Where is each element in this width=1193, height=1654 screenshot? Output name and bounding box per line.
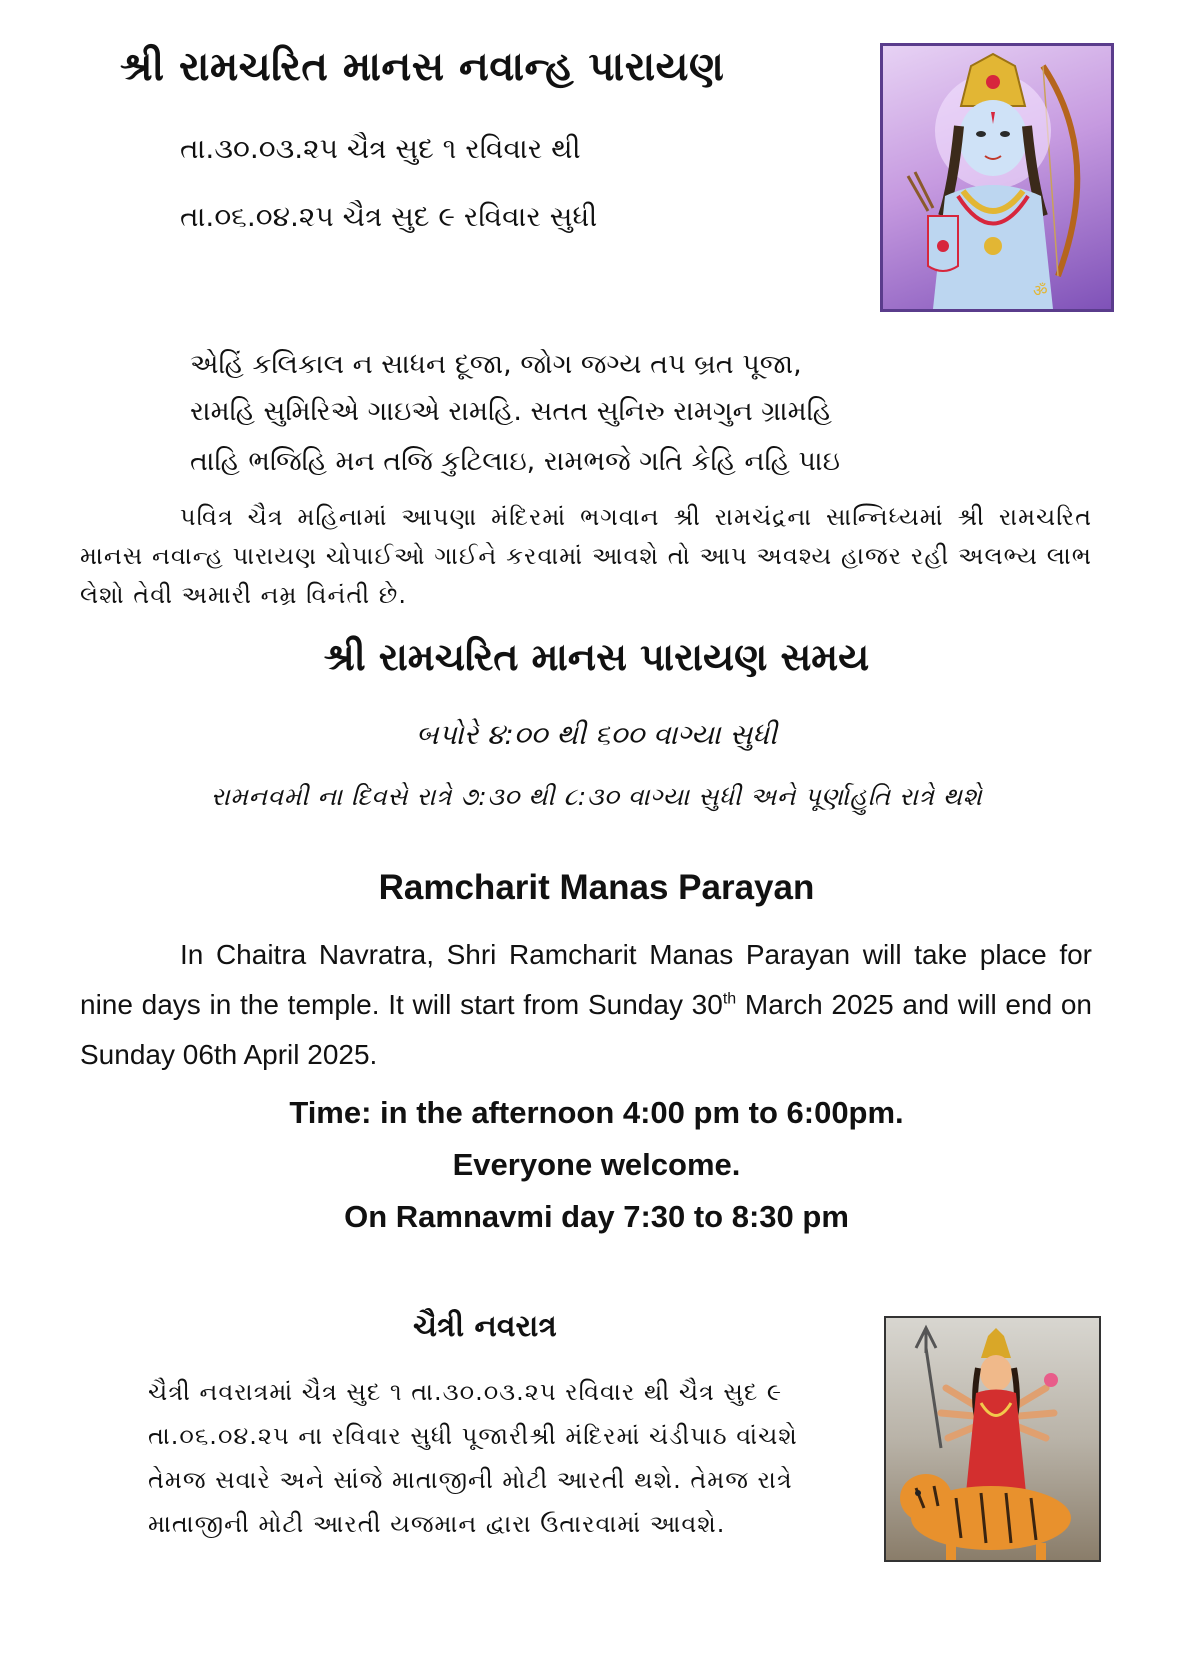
afternoon-timing-gu: બપોરે ૪:૦૦ થી ૬૦૦ વાગ્યા સુધી bbox=[415, 718, 777, 751]
gujarati-invitation-paragraph: પવિત્ર ચૈત્ર મહિનામાં આપણા મંદિરમાં ભગવાન શ્રી રામચંદ્રના સાન્નિધ્યમાં શ્રી રામચરિત માનસ નવાન્હ પારાયણ ચોપાઈઓ ગાઈને કરવામાં આવશે તો આપ અવશ્ય હાજર રહી અલભ્ય લાભ લેશો તેવી અમારી નમ્ર વિનંતી છે. bbox=[80, 503, 1092, 609]
english-time-line: Time: in the afternoon 4:00 pm to 6:00pm. bbox=[289, 1095, 904, 1130]
verse-line-2: રામહિ સુમિરિએ ગાઇએ રામહિ. સતત સુનિરુ રામગુન ગ્રામહિ bbox=[190, 396, 832, 427]
durga-illustration bbox=[886, 1318, 1099, 1560]
navratri-title: ચૈત્રી નવરાત્ર bbox=[413, 1309, 557, 1344]
shri-ram-image bbox=[880, 43, 1114, 312]
english-paragraph-part2: March 2025 and will end on Sunday 06th April 2025. bbox=[80, 989, 1093, 1070]
english-paragraph bbox=[80, 930, 1092, 1080]
english-ramnavmi-line: On Ramnavmi day 7:30 to 8:30 pm bbox=[344, 1199, 849, 1234]
english-paragraph-superscript: th bbox=[722, 990, 737, 1008]
english-paragraph-part1: In Chaitra Navratra, Shri Ramcharit Manas Parayan will take place for nine days in the temple. It will start from Sunday 30 bbox=[80, 939, 1092, 1020]
english-welcome-line: Everyone welcome. bbox=[452, 1147, 741, 1182]
verse-line-1: એહિં કલિકાલ ન સાધન દૂજા, જોગ જગ્ય તપ બ્રત પૂજા, bbox=[190, 349, 802, 380]
parayan-timing-title: શ્રી રામચરિત માનસ પારાયણ સમય bbox=[323, 635, 870, 679]
start-date: તા.૩૦.૦૩.૨૫ ચૈત્ર સુદ ૧ રવિવાર થી bbox=[180, 132, 581, 165]
page-title: શ્રી રામચરિત માનસ નવાન્હ પારાયણ bbox=[120, 44, 725, 90]
verse-line-3: તાહિ ભજિહિ મન તજિ કુટિલાઇ, રામભજે ગતિ કેહિ નહિ પાઇ bbox=[190, 446, 840, 477]
durga-mata-image bbox=[884, 1316, 1101, 1562]
english-title: Ramcharit Manas Parayan bbox=[378, 868, 815, 907]
end-date: તા.૦૬.૦૪.૨૫ ચૈત્ર સુદ ૯ રવિવાર સુધી bbox=[180, 200, 598, 233]
shri-ram-illustration bbox=[883, 46, 1111, 309]
svg-text:ॐ: ॐ bbox=[1033, 281, 1048, 300]
navratri-paragraph: ચૈત્રી નવરાત્રમાં ચૈત્ર સુદ ૧ તા.૩૦.૦૩.૨૫ રવિવાર થી ચૈત્ર સુદ ૯ તા.૦૬.૦૪.૨૫ ના રવિવાર સુધી પૂજારીશ્રી મંદિરમાં ચંડીપાઠ વાંચશે તેમજ સવારે અને સાંજે માતાજીની મોટી આરતી થશે. તેમજ રાત્રે માતાજીની મોટી આરતી યજમાન દ્વારા ઉતારવામાં આવશે. bbox=[148, 1378, 798, 1538]
ramnavmi-timing-gu: રામનવમી ના દિવસે રાત્રે ૭:૩૦ થી ૮:૩૦ વાગ્યા સુધી અને પૂર્ણાહુતિ રાત્રે થશે bbox=[210, 782, 983, 811]
